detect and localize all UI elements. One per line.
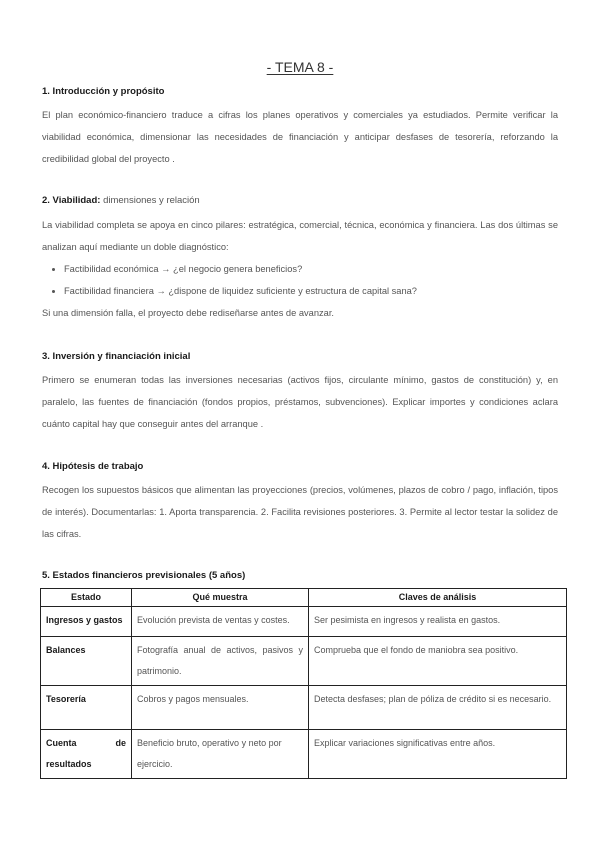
- column-header: Claves de análisis: [309, 589, 567, 607]
- column-header: Estado: [41, 589, 132, 607]
- section-3-text: Primero se enumeran todas las inversiones necesarias (activos fijos, circulante mínimo, gastos de constitución) y, en paralelo, las fuentes de financiación (fondos propios, préstamos, subvenciones). Explicar importes y condiciones aclara cuánto capital hay que conseguir antes del arranque .: [42, 375, 558, 429]
- list-item: • Factibilidad económica → ¿el negocio genera beneficios?: [64, 258, 558, 280]
- section-2-body: [42, 214, 558, 324]
- table-row: [41, 607, 567, 637]
- section-2-heading: 2. Viabilidad: dimensiones y relación: [42, 195, 200, 206]
- table-cell: Explicar variaciones significativas entre años.: [309, 730, 567, 779]
- table-cell: Detecta desfases; plan de póliza de crédito si es necesario.: [309, 686, 567, 730]
- table-cell: Evolución prevista de ventas y costes.: [132, 607, 309, 637]
- page-title: - TEMA 8 -: [266, 59, 334, 75]
- table-cell: Cuenta de resultados: [41, 730, 132, 779]
- column-header: Qué muestra: [132, 589, 309, 607]
- bullet-list: [42, 258, 558, 302]
- table-cell: Ser pesimista en ingresos y realista en gastos.: [309, 607, 567, 637]
- table-cell: Ingresos y gastos: [41, 607, 132, 637]
- financial-statements-table: [40, 588, 567, 779]
- section-2-closing: Si una dimensión falla, el proyecto debe rediseñarse antes de avanzar.: [42, 308, 335, 318]
- table-row: [41, 730, 567, 779]
- section-1-text: El plan económico-financiero traduce a cifras los planes operativos y comerciales ya estudiados. Permite verificar la viabilidad económica, dimensionar las necesidades de financiación y anticipar desfases de tesorería, reforzando la credibilidad global del proyecto .: [42, 110, 558, 164]
- table-row: [41, 686, 567, 730]
- table-cell: Comprueba que el fondo de maniobra sea positivo.: [309, 637, 567, 686]
- table-cell: Fotografía anual de activos, pasivos y patrimonio.: [132, 637, 309, 686]
- section-1-heading: 1. Introducción y propósito: [42, 86, 165, 97]
- section-2-text: La viabilidad completa se apoya en cinco pilares: estratégica, comercial, técnica, económica y financiera. Las dos últimas se analizan aquí mediante un doble diagnóstico:: [42, 220, 558, 252]
- table-row: [41, 637, 567, 686]
- section-5-heading: 5. Estados financieros previsionales (5 años): [42, 570, 246, 581]
- table-cell: Balances: [41, 637, 132, 686]
- table-header-row: [41, 589, 567, 607]
- section-4-heading: 4. Hipótesis de trabajo: [42, 461, 144, 472]
- table-cell: Beneficio bruto, operativo y neto por ejercicio.: [132, 730, 309, 779]
- table-cell: Cobros y pagos mensuales.: [132, 686, 309, 730]
- section-4-text: Recogen los supuestos básicos que alimentan las proyecciones (precios, volúmenes, plazos de cobro / pago, inflación, tipos de interés). Documentarlas: 1. Aporta transparencia. 2. Facilita revisiones posteriores. 3. Permite al lector testar la solidez de las cifras.: [42, 485, 558, 539]
- table-cell: Tesorería: [41, 686, 132, 730]
- section-3-heading: 3. Inversión y financiación inicial: [42, 351, 191, 362]
- list-item: • Factibilidad financiera → ¿dispone de liquidez suficiente y estructura de capital sana?: [64, 280, 558, 302]
